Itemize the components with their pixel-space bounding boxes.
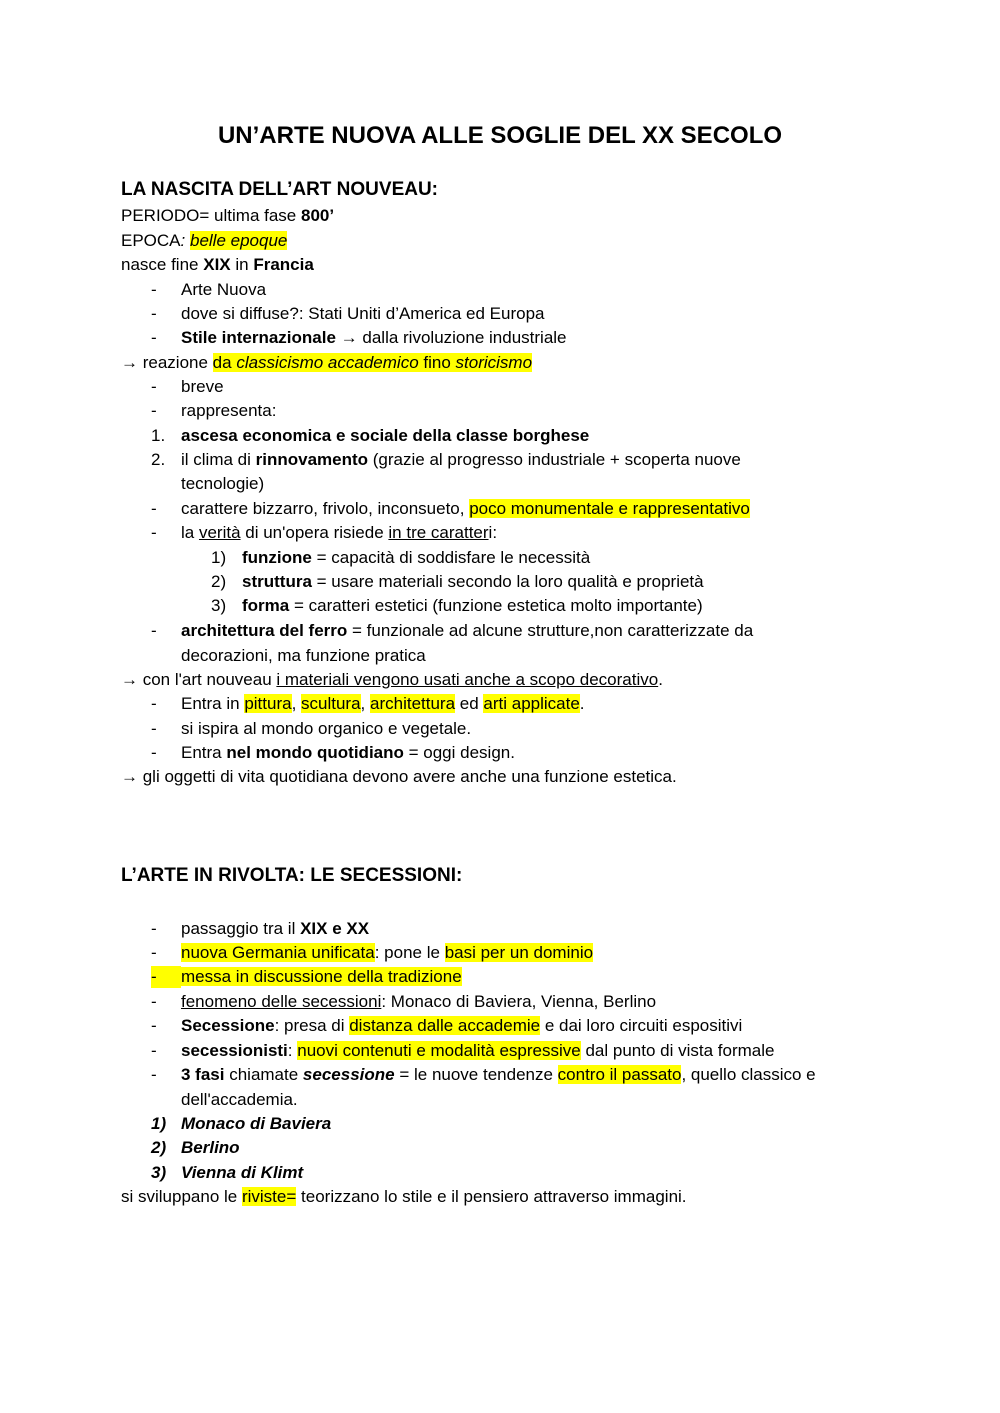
list-item-continuation: decorazioni, ma funzione pratica bbox=[181, 646, 426, 665]
dash-marker: - bbox=[151, 621, 157, 640]
dash-marker: - bbox=[151, 694, 157, 713]
sub-number-marker: 2) bbox=[211, 572, 227, 591]
dash-marker: - bbox=[151, 919, 157, 938]
dash-marker: - bbox=[151, 499, 157, 518]
phase-item: Monaco di Baviera bbox=[181, 1114, 332, 1133]
dash-marker: - bbox=[151, 1041, 157, 1060]
list-item: passaggio tra il XIX e XX bbox=[181, 919, 370, 938]
list-item: carattere bizzarro, frivolo, inconsueto, poco monumentale e rappresentativo bbox=[181, 499, 750, 518]
dash-marker: - bbox=[151, 523, 157, 542]
line-periodo: PERIODO= ultima fase 800’ bbox=[121, 206, 335, 225]
list-item: breve bbox=[181, 377, 224, 396]
page-title: UN’ARTE NUOVA ALLE SOGLIE DEL XX SECOLO bbox=[217, 122, 783, 149]
list-item: architettura del ferro = funzionale ad alcune strutture,non caratterizzate da bbox=[181, 621, 754, 640]
list-item: Entra nel mondo quotidiano = oggi design. bbox=[181, 743, 515, 762]
list-item: nuova Germania unificata: pone le basi per un dominio bbox=[181, 943, 594, 962]
dash-marker: - bbox=[151, 328, 157, 347]
list-item: fenomeno delle secessioni: Monaco di Baviera, Vienna, Berlino bbox=[181, 992, 657, 1011]
phase-marker: 2) bbox=[151, 1138, 167, 1157]
sub-item: struttura = usare materiali secondo la loro qualità e proprietà bbox=[242, 572, 704, 591]
line-con-art-nouveau: → con l'art nouveau i materiali vengono usati anche a scopo decorativo. bbox=[121, 670, 663, 689]
dash-marker: - bbox=[151, 304, 157, 323]
dash-marker: - bbox=[151, 966, 181, 988]
dash-marker: - bbox=[151, 743, 157, 762]
list-item: si ispira al mondo organico e vegetale. bbox=[181, 719, 472, 738]
numbered-item: il clima di rinnovamento (grazie al progresso industriale + scoperta nuove bbox=[181, 450, 741, 469]
sub-number-marker: 3) bbox=[211, 596, 227, 615]
dash-marker: - bbox=[151, 719, 157, 738]
sub-number-marker: 1) bbox=[211, 548, 227, 567]
line-oggetti: → gli oggetti di vita quotidiana devono avere anche una funzione estetica. bbox=[121, 767, 677, 786]
dash-marker: - bbox=[151, 1065, 157, 1084]
number-marker: 1. bbox=[151, 426, 166, 445]
list-item: dove si diffuse?: Stati Uniti d’America ed Europa bbox=[181, 304, 545, 323]
section-heading-secessioni: L’ARTE IN RIVOLTA: LE SECESSIONI: bbox=[121, 865, 463, 886]
section-heading-art-nouveau: LA NASCITA DELL’ART NOUVEAU: bbox=[121, 179, 439, 200]
sub-item: funzione = capacità di soddisfare le necessità bbox=[242, 548, 591, 567]
line-epoca: EPOCA: belle epoque bbox=[121, 231, 288, 250]
list-item: 3 fasi chiamate secessione = le nuove tendenze contro il passato, quello classico e bbox=[181, 1065, 816, 1084]
number-marker: 2. bbox=[151, 450, 166, 469]
list-item: Entra in pittura, scultura, architettura ed arti applicate. bbox=[181, 694, 585, 713]
dash-marker: - bbox=[151, 943, 157, 962]
dash-marker: - bbox=[151, 280, 157, 299]
phase-item: Vienna di Klimt bbox=[181, 1163, 304, 1182]
list-item: la verità di un'opera risiede in tre caratteri: bbox=[181, 523, 498, 542]
numbered-item: ascesa economica e sociale della classe borghese bbox=[181, 426, 590, 445]
list-item: Arte Nuova bbox=[181, 280, 267, 299]
list-item: secessionisti: nuovi contenuti e modalità espressive dal punto di vista formale bbox=[181, 1041, 775, 1060]
sub-item: forma = caratteri estetici (funzione estetica molto importante) bbox=[242, 596, 703, 615]
list-item: rappresenta: bbox=[181, 401, 277, 420]
phase-marker: 1) bbox=[151, 1114, 167, 1133]
list-item: Secessione: presa di distanza dalle accademie e dai loro circuiti espositivi bbox=[181, 1016, 743, 1035]
line-reazione: → reazione da classicismo accademico fino storicismo bbox=[121, 353, 533, 372]
phase-marker: 3) bbox=[151, 1163, 167, 1182]
phase-item: Berlino bbox=[181, 1138, 240, 1157]
dash-marker: - bbox=[151, 1016, 157, 1035]
numbered-item-continuation: tecnologie) bbox=[181, 474, 265, 493]
line-nasce: nasce fine XIX in Francia bbox=[121, 255, 314, 274]
list-item-continuation: dell'accademia. bbox=[181, 1090, 298, 1109]
list-item: messa in discussione della tradizione bbox=[181, 967, 462, 986]
dash-marker: - bbox=[151, 401, 157, 420]
line-riviste: si sviluppano le riviste= teorizzano lo stile e il pensiero attraverso immagini. bbox=[121, 1187, 687, 1206]
dash-marker: - bbox=[151, 992, 157, 1011]
list-item: Stile internazionale → dalla rivoluzione industriale bbox=[181, 328, 567, 347]
dash-marker: - bbox=[151, 377, 157, 396]
